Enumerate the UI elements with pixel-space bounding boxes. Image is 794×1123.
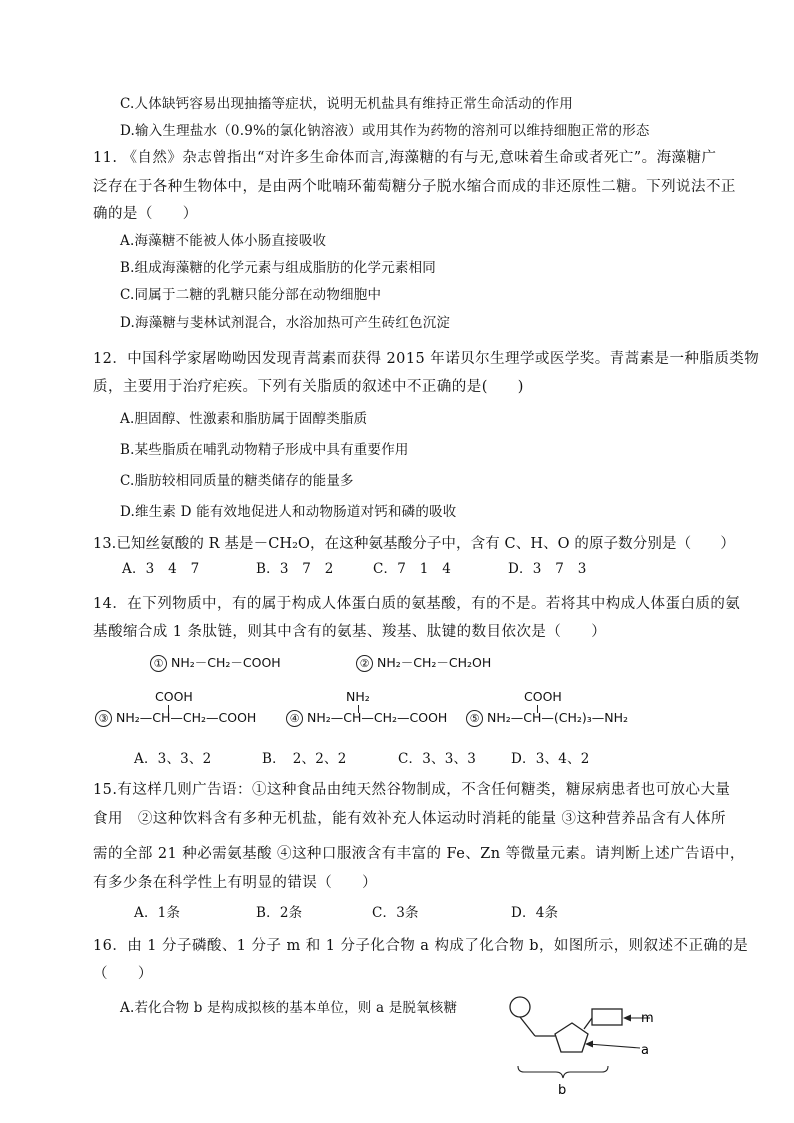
- structure-4: [286, 710, 447, 727]
- q15-option-a: A．1条: [134, 905, 181, 921]
- q14-option-b: B． 2、2、2: [262, 751, 347, 767]
- q11-option-a: A.海藻糖不能被人体小肠直接吸收: [120, 233, 327, 249]
- q12-option-c: C.脂肪较相同质量的糖类储存的能量多: [120, 473, 354, 489]
- q12-stem-line2: 质，主要用于治疗疟疾。下列有关脂质的叙述中不正确的是( ): [93, 379, 524, 395]
- structure-4-formula: NH₂—CH—CH₂—COOH: [307, 710, 448, 725]
- q15-stem-line4: 有多少条在科学性上有明显的错误（ ）: [93, 875, 378, 891]
- q14-stem-line2: 基酸缩合成 1 条肽链，则其中含有的氨基、羧基、肽键的数目依次是（ ）: [93, 624, 607, 640]
- q14-option-a: A．3、3、2: [134, 751, 212, 767]
- q13-option-b: B．3 7 2: [256, 561, 334, 577]
- structure-1: [150, 653, 281, 672]
- q16-stem-line2: （ ）: [93, 966, 153, 982]
- q12-option-b: B.某些脂质在哺乳动物精子形成中具有重要作用: [120, 442, 409, 458]
- q16-stem-line1: 16．由 1 分子磷酸、1 分子 m 和 1 分子化合物 a 构成了化合物 b，如图所示，则叙述不正确的是: [93, 938, 749, 954]
- structure-2-formula: NH₂－CH₂－CH₂OH: [377, 655, 492, 670]
- structure-1-formula: NH₂－CH₂－COOH: [171, 655, 281, 670]
- q14-stem-line1: 14．在下列物质中，有的属于构成人体蛋白质的氨基酸，有的不是。若将其中构成人体蛋白质的氨: [93, 596, 741, 612]
- q11-stem-line1: 11. 《自然》杂志曾指出“对许多生命体而言,海藻糖的有与无,意味着生命或者死亡”。海藻糖广: [93, 150, 717, 166]
- q16-option-a: A.若化合物 b 是构成拟核的基本单位，则 a 是脱氧核糖: [120, 1000, 458, 1016]
- structure-2-number: ②: [356, 655, 373, 672]
- phosphate-bond: [520, 1017, 535, 1036]
- q13-stem: 13.已知丝氨酸的 R 基是－CH₂O，在这种氨基酸分子中，含有 C、H、O 的原子数分别是（ ）: [93, 536, 735, 552]
- label-a: a: [641, 1043, 649, 1058]
- structure-5-number: ⑤: [466, 710, 483, 727]
- q11-stem-line3: 确的是（ ）: [93, 206, 198, 222]
- base-bond: [584, 1018, 592, 1029]
- q15-option-b: B．2条: [256, 905, 303, 921]
- q15-stem-line1: 15.有这样几则广告语：①这种食品由纯天然谷物制成，不含任何糖类，糖尿病患者也可放心大量: [93, 782, 731, 798]
- structure-5: [466, 710, 628, 727]
- q14-option-d: D．3、4、2: [511, 751, 590, 767]
- structure-5-top: COOH: [524, 689, 562, 704]
- q12-option-a: A.胆固醇、性激素和脂肪属于固醇类脂质: [120, 411, 368, 427]
- structure-3-formula: NH₂—CH—CH₂—COOH: [116, 710, 257, 725]
- q11-stem-line2: 泛存在于各种生物体中，是由两个吡喃环葡萄糖分子脱水缩合而成的非还原性二糖。下列说法不正: [93, 179, 736, 195]
- structure-2: [356, 653, 491, 672]
- label-b: b: [558, 1083, 567, 1098]
- structure-1-number: ①: [150, 655, 167, 672]
- nucleotide-figure: [500, 990, 670, 1115]
- structure-3-top: COOH: [155, 689, 193, 704]
- structure-4-top: NH₂: [346, 689, 370, 704]
- q11-option-c: C.同属于二糖的乳糖只能分部在动物细胞中: [120, 287, 382, 303]
- q12-stem-line1: 12．中国科学家屠呦呦因发现青蒿素而获得 2015 年诺贝尔生理学或医学奖。青蒿素是一种脂质类物: [93, 351, 760, 367]
- label-m: m: [641, 1011, 654, 1026]
- q15-option-d: D．4条: [511, 905, 559, 921]
- q10-option-d: D.输入生理盐水（0.9%的氯化钠溶液）或用其作为药物的溶剂可以维持细胞正常的形态: [120, 123, 650, 139]
- arrow-a-head: [585, 1041, 593, 1048]
- arrow-m-head: [623, 1015, 631, 1022]
- structure-3-number: ③: [95, 710, 112, 727]
- q11-option-d: D.海藻糖与斐林试剂混合，水浴加热可产生砖红色沉淀: [120, 315, 451, 331]
- structure-5-formula: NH₂—CH—(CH₂)₃—NH₂: [487, 710, 629, 725]
- q14-option-c: C．3、3、3: [398, 751, 476, 767]
- q15-stem-line2: 食用 ②这种饮料含有多种无机盐，能有效补充人体运动时消耗的能量 ③这种营养品含有人体所: [93, 811, 726, 827]
- structure-3: [95, 710, 256, 727]
- phosphate-circle: [510, 997, 530, 1017]
- brace-b: [518, 1066, 608, 1078]
- q15-stem-line3: 需的全部 21 种必需氨基酸 ④这种口服液含有丰富的 Fe、Zn 等微量元素。请判断上述广告语中，: [93, 846, 745, 862]
- q10-option-c: C.人体缺钙容易出现抽搐等症状，说明无机盐具有维持正常生命活动的作用: [120, 96, 573, 112]
- q13-option-d: D．3 7 3: [508, 561, 587, 577]
- q13-option-a: A．3 4 7: [122, 561, 200, 577]
- pentose-sugar: [555, 1023, 588, 1052]
- q11-option-b: B.组成海藻糖的化学元素与组成脂肪的化学元素相同: [120, 260, 437, 276]
- q12-option-d: D.维生素 D 能有效地促进人和动物肠道对钙和磷的吸收: [120, 504, 457, 520]
- structure-4-number: ④: [286, 710, 303, 727]
- q15-option-c: C．3条: [372, 905, 419, 921]
- base-rect: [592, 1009, 622, 1025]
- q13-option-c: C．7 1 4: [373, 561, 451, 577]
- arrow-a-line: [588, 1044, 640, 1048]
